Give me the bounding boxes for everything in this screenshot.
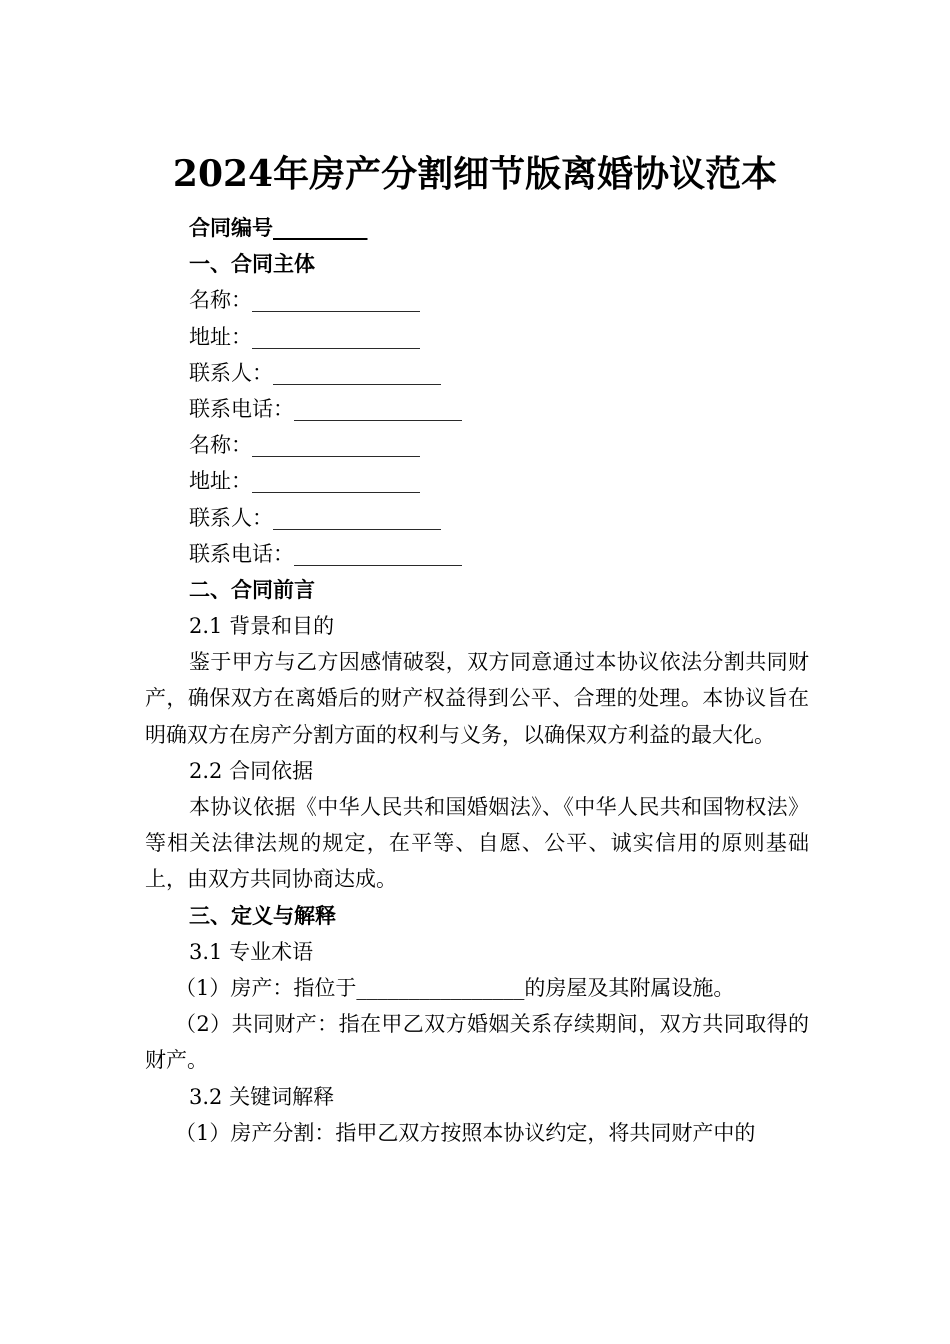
definition-joint-property: （2）共同财产：指在甲乙双方婚姻关系存续期间，双方共同取得的财产。 — [145, 1012, 809, 1073]
document-title: 2024年房产分割细节版离婚协议范本 — [172, 153, 778, 195]
section-heading-parties: 一、合同主体 — [189, 251, 315, 277]
section-heading-definitions: 三、定义与解释 — [189, 902, 336, 928]
subsection-title-terms: 3.1 专业术语 — [189, 939, 314, 964]
subsection-title-keywords: 3.2 关键词解释 — [189, 1084, 335, 1109]
document-body — [145, 210, 809, 1151]
subsection-title-basis: 2.2 合同依据 — [189, 758, 314, 783]
party-b-name: 名称：________________ — [189, 433, 420, 458]
party-b-phone: 联系电话：________________ — [189, 541, 462, 566]
paragraph-background: 鉴于甲方与乙方因感情破裂，双方同意通过本协议依法分割共同财产，确保双方在离婚后的财产权益得到公平、合理的处理。本协议旨在明确双方在房产分割方面的权利与义务，以确保双方利益的最大化。 — [145, 650, 809, 747]
contract-number: 合同编号_________ — [189, 215, 368, 240]
section-heading-preamble: 二、合同前言 — [189, 576, 315, 602]
party-b-contact: 联系人：________________ — [189, 505, 441, 530]
party-b-address: 地址：________________ — [189, 469, 420, 494]
paragraph-basis: 本协议依据《中华人民共和国婚姻法》、《中华人民共和国物权法》等相关法律法规的规定，在平等、自愿、公平、诚实信用的原则基础上，由双方共同协商达成。 — [145, 795, 809, 892]
party-a-name: 名称：________________ — [189, 288, 420, 313]
party-a-contact: 联系人：________________ — [189, 360, 441, 385]
party-a-phone: 联系电话：________________ — [189, 396, 462, 421]
definition-property: （1）房产：指位于________________的房屋及其附属设施。 — [175, 976, 735, 1001]
definition-property-division: （1）房产分割：指甲乙双方按照本协议约定，将共同财产中的 — [175, 1120, 756, 1145]
subsection-title-background: 2.1 背景和目的 — [189, 614, 335, 639]
party-a-address: 地址：________________ — [189, 324, 420, 349]
